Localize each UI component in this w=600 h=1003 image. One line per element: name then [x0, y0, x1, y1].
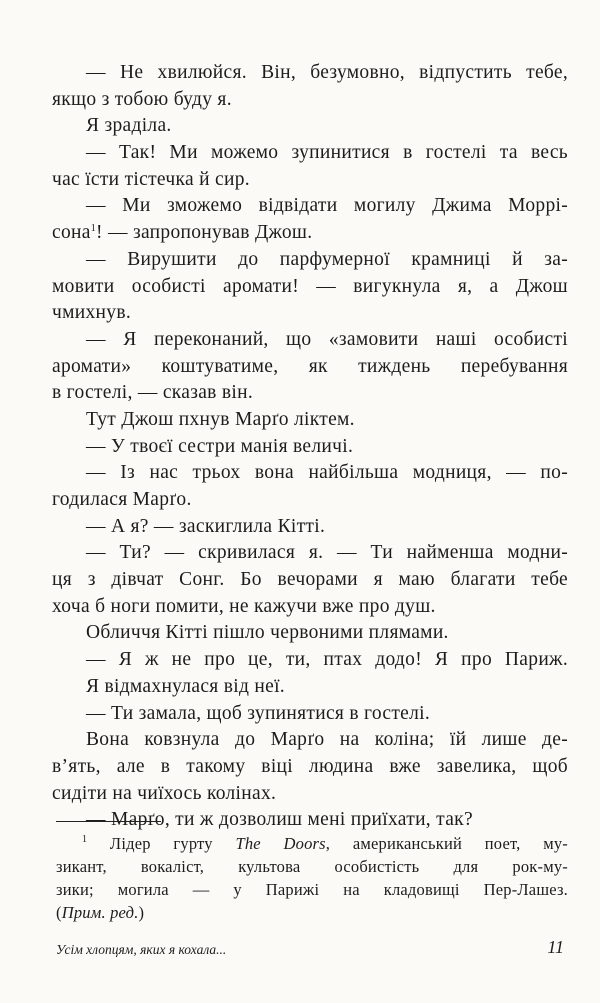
- text-line: [52, 754, 568, 781]
- text-run: — Вирушити до парфумерної крамниці й за-: [86, 248, 568, 270]
- text-line: [52, 247, 568, 274]
- text-line: [52, 113, 568, 140]
- text-run: в гостелі, — сказав він.: [52, 382, 253, 404]
- text-run: зикант, вокаліст, культова особистість для рок-му-: [56, 857, 568, 876]
- text-line: [52, 274, 568, 301]
- text-line: [52, 60, 568, 87]
- text-run: чмихнув.: [52, 302, 132, 324]
- text-line: [52, 167, 568, 194]
- body-text: [52, 60, 568, 834]
- text-line: [52, 87, 568, 114]
- text-run: якщо з тобою буду я.: [52, 88, 232, 110]
- text-run: ця з дівчат Сонг. Бо вечорами я маю благати тебе: [52, 569, 568, 591]
- text-run: сидіти на чиїхось колінах.: [52, 782, 277, 804]
- text-run: зики; могила — у Парижі на кладовищі Пер-Лашез.: [56, 880, 568, 899]
- text-run: час їсти тістечка й сир.: [52, 168, 250, 190]
- footnote-marker: 1: [82, 834, 88, 845]
- text-run: годилася Марґо.: [52, 489, 192, 510]
- text-run: , американський поет, му-: [325, 834, 568, 853]
- text-run: аромати» коштуватиме, як тиждень перебування: [52, 355, 568, 377]
- text-line: [52, 727, 568, 754]
- text-line: [52, 781, 568, 808]
- text-run: Вона ковзнула до Марґо на коліна; їй лише де-: [86, 729, 568, 751]
- text-run: — Ти замала, щоб зупинятися в гостелі.: [86, 702, 431, 724]
- text-line: [52, 567, 568, 594]
- footnote-line: [56, 855, 568, 878]
- footnote-line: [56, 878, 568, 901]
- footnote-line: [56, 901, 568, 924]
- text-run: Тут Джош пхнув Марґо ліктем.: [86, 408, 355, 430]
- text-run: Прим. ред.: [61, 903, 139, 922]
- text-run: сона: [52, 222, 91, 244]
- text-line: [52, 140, 568, 167]
- text-line: [52, 434, 568, 461]
- text-run: — Із нас трьох вона найбільша модниця, — по-: [86, 462, 568, 484]
- text-run: — Ми зможемо відвідати могилу Джима Моррі-: [86, 195, 568, 217]
- text-run: — Так! Ми можемо зупинитися в гостелі та весь: [86, 142, 568, 164]
- text-run: ! — запропонував Джош.: [96, 222, 313, 244]
- text-line: [52, 327, 568, 354]
- footnote: [56, 832, 568, 924]
- text-line: [52, 540, 568, 567]
- text-line: [52, 193, 568, 220]
- text-line: [52, 620, 568, 647]
- page-number: 11: [547, 937, 564, 957]
- text-line: [52, 300, 568, 327]
- running-footer-title: Усім хлопцям, яких я кохала...: [56, 942, 227, 957]
- text-line: [52, 460, 568, 487]
- text-line: [52, 407, 568, 434]
- text-run: — У твоєї сестри манія величі.: [86, 435, 354, 457]
- text-line: [52, 220, 568, 247]
- text-run: Лідер гурту: [87, 834, 236, 853]
- footnote-divider: [56, 821, 161, 822]
- text-run: Я відмахнулася від неї.: [86, 675, 285, 697]
- text-run: Я зраділа.: [86, 115, 172, 137]
- text-run: — Марґо, ти ж дозволиш мені приїхати, так?: [86, 809, 473, 831]
- text-run: ): [138, 903, 145, 922]
- text-run: — Не хвилюйся. Він, безумовно, відпустить тебе,: [86, 62, 568, 83]
- text-line: [52, 647, 568, 674]
- text-line: [52, 380, 568, 407]
- text-run: (: [56, 903, 62, 922]
- footnote-line: [56, 832, 568, 855]
- footnote-marker: 1: [90, 223, 97, 235]
- text-line: [52, 487, 568, 514]
- text-run: Обличчя Кітті пішло червоними плямами.: [86, 622, 449, 644]
- text-line: [52, 354, 568, 381]
- text-line: [52, 701, 568, 728]
- text-run: — Я переконаний, що «замовити наші особисті: [86, 328, 568, 350]
- text-run: мовити особисті аромати! — вигукнула я, а Джош: [52, 275, 568, 297]
- text-run: — А я? — заскиглила Кітті.: [86, 515, 326, 537]
- text-line: [52, 594, 568, 621]
- text-line: [52, 514, 568, 541]
- text-run: The Doors: [235, 834, 326, 853]
- text-run: — Я ж не про це, ти, птах додо! Я про Париж.: [86, 649, 568, 671]
- text-run: в’ять, але в такому віці людина вже завелика, щоб: [52, 755, 568, 777]
- text-run: — Ти? — скривилася я. — Ти найменша модни-: [86, 542, 568, 564]
- text-run: хоча б ноги помити, не кажучи вже про душ.: [52, 595, 436, 617]
- text-line: [52, 674, 568, 701]
